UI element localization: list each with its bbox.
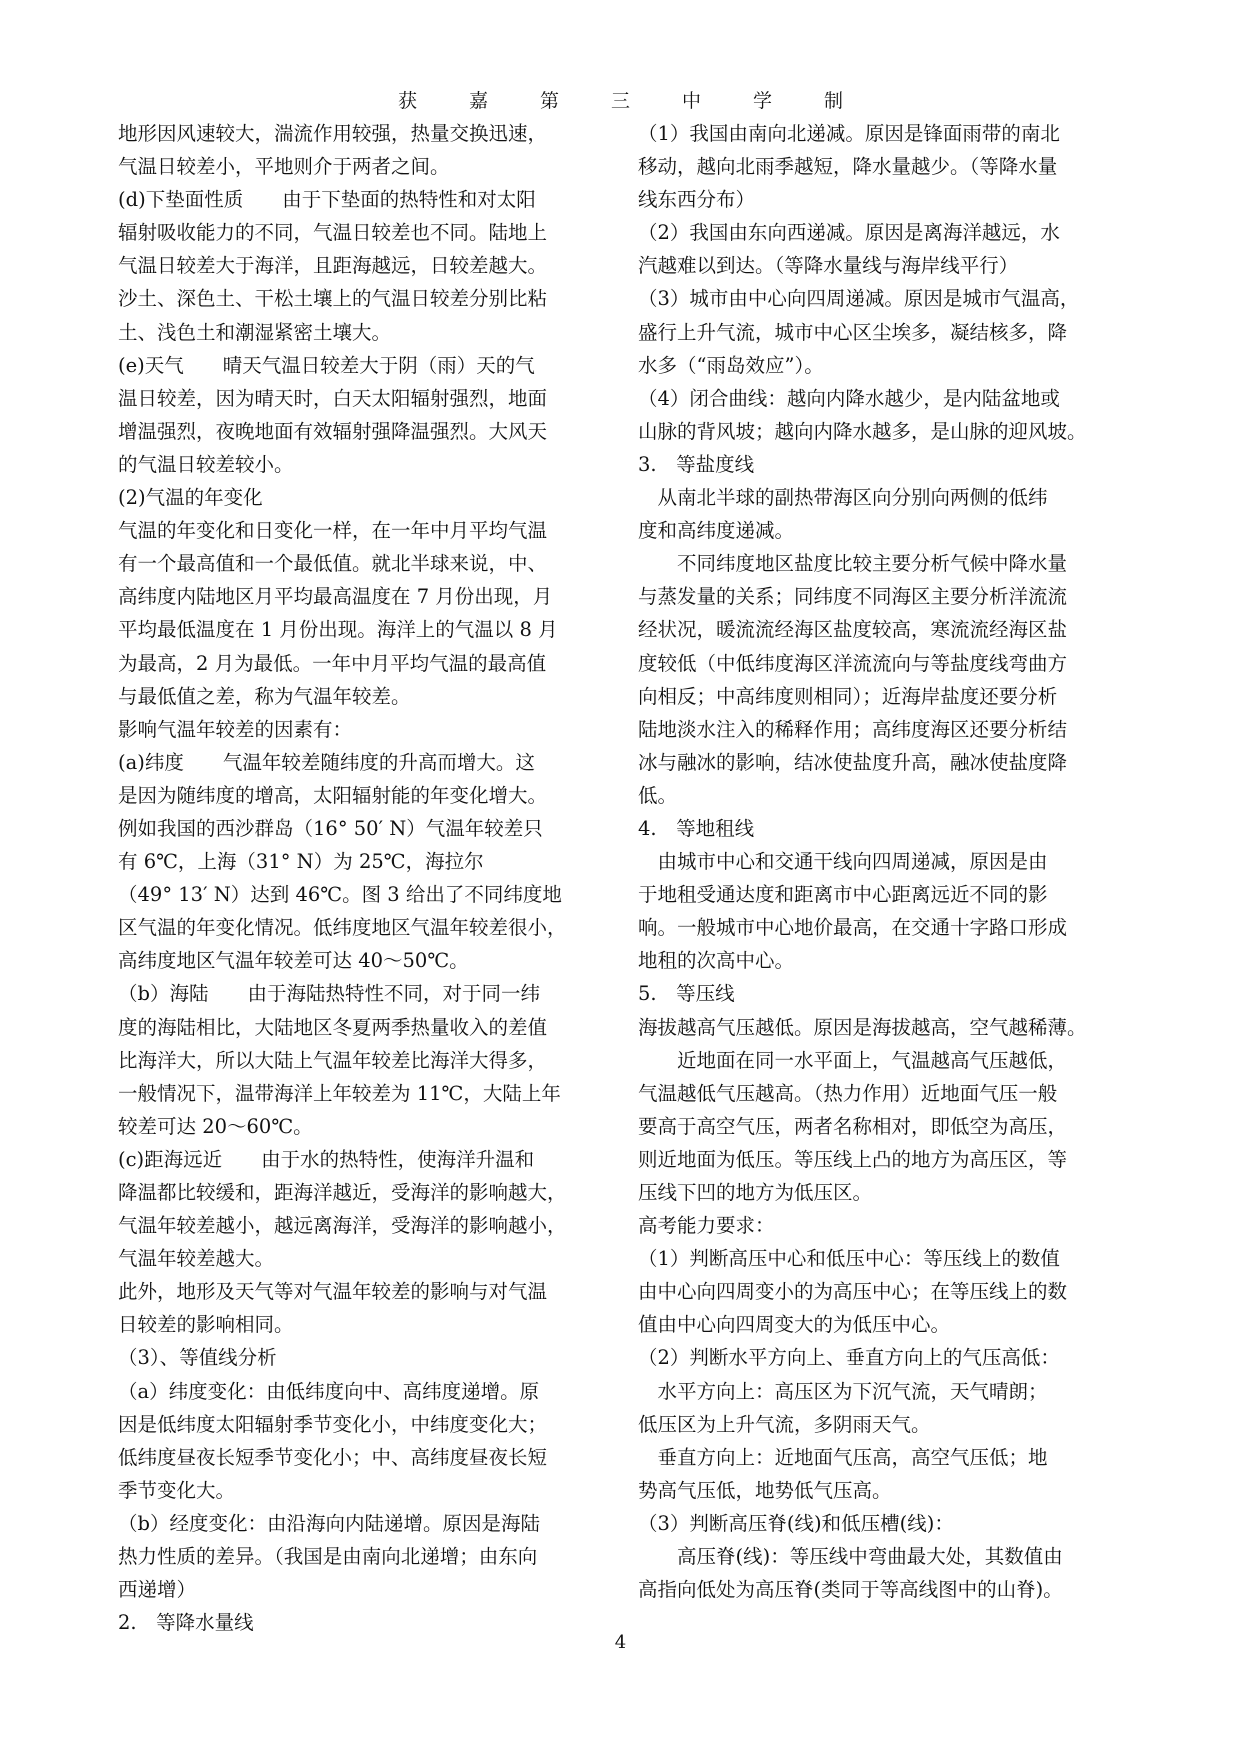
text-line: 移动，越向北雨季越短，降水量越少。（等降水量 <box>638 155 1058 179</box>
text-line: 日较差的影响相同。 <box>118 1313 294 1337</box>
text-line: 2. 等降水量线 <box>118 1611 254 1635</box>
text-line: 高指向低处为高压脊(类同于等高线图中的山脊)。 <box>638 1578 1063 1602</box>
text-line: 地租的次高中心。 <box>638 949 795 973</box>
text-line: 压线下凹的地方为低压区。 <box>638 1181 873 1204</box>
text-line: 盛行上升气流，城市中心区尘埃多，凝结核多，降 <box>638 320 1068 344</box>
text-line: 一般情况下，温带海洋上年较差为 11℃，大陆上年 <box>118 1081 561 1105</box>
text-line: 经状况，暖流流经海区盐度较高，寒流流经海区盐 <box>638 618 1068 642</box>
text-line: 的气温日较差较小。 <box>118 452 294 476</box>
text-line: (d)下垫面性质 由于下垫面的热特性和对太阳 <box>118 188 536 212</box>
text-line: 辐射吸收能力的不同，气温日较差也不同。陆地上 <box>118 221 548 245</box>
text-line: 气温日较差大于海洋，且距海越远，日较差越大。 <box>118 254 548 278</box>
text-line: 向相反；中高纬度则相同）；近海岸盐度还要分析 <box>638 684 1058 708</box>
text-line: 高纬度内陆地区月平均最高温度在 7 月份出现，月 <box>118 585 553 609</box>
text-line: 水多（“雨岛效应”）。 <box>638 353 824 377</box>
text-line: 线东西分布） <box>638 188 756 212</box>
text-line: 气温年较差越小，越远离海洋，受海洋的影响越小， <box>118 1214 567 1238</box>
page-header: 获嘉第三中学制 <box>397 90 895 112</box>
text-line: 度和高纬度递减。 <box>638 519 795 543</box>
text-line: 比海洋大，所以大陆上气温年较差比海洋大得多， <box>118 1048 548 1072</box>
text-line: （3）、等值线分析 <box>118 1346 277 1370</box>
text-line: 气温越低气压越高。（热力作用）近地面气压一般 <box>638 1081 1058 1105</box>
text-line: 高考能力要求： <box>638 1214 775 1238</box>
text-line: 汽越难以到达。（等降水量线与海岸线平行） <box>638 254 1019 278</box>
text-line: 平均最低温度在 1 月份出现。海洋上的气温以 8 月 <box>118 618 558 642</box>
text-line: 陆地淡水注入的稀释作用；高纬度海区还要分析结 <box>638 717 1068 741</box>
text-line: 度较低（中低纬度海区洋流流向与等盐度线弯曲方 <box>638 651 1068 675</box>
text-line: 季节变化大。 <box>118 1478 236 1502</box>
text-line: 则近地面为低压。等压线上凸的地方为高压区，等 <box>638 1147 1068 1171</box>
text-line: （4）闭合曲线：越向内降水越少，是内陆盆地或 <box>638 386 1060 410</box>
text-line: 度的海陆相比，大陆地区冬夏两季热量收入的差值 <box>118 1015 548 1039</box>
text-line: （3）判断高压脊(线)和低压槽(线)： <box>638 1511 954 1535</box>
text-line: 近地面在同一水平面上，气温越高气压越低， <box>638 1048 1068 1072</box>
text-line: 较差可达 20～60℃。 <box>118 1114 313 1138</box>
text-line: 此外，地形及天气等对气温年较差的影响与对气温 <box>118 1280 548 1304</box>
text-line: 有一个最高值和一个最低值。就北半球来说，中、 <box>118 552 548 576</box>
text-line: 要高于高空气压，两者名称相对，即低空为高压， <box>638 1114 1068 1138</box>
text-line: （2）判断水平方向上、垂直方向上的气压高低： <box>638 1346 1060 1370</box>
text-line: 是因为随纬度的增高，太阳辐射能的年变化增大。 <box>118 783 548 807</box>
text-line: （a）纬度变化：由低纬度向中、高纬度递增。原 <box>118 1379 540 1403</box>
text-line: 热力性质的差异。（我国是由南向北递增；由东向 <box>118 1545 538 1569</box>
text-line: 温日较差，因为晴天时，白天太阳辐射强烈，地面 <box>118 386 548 410</box>
text-line: 区气温的年变化情况。低纬度地区气温年较差很小， <box>118 916 567 940</box>
text-line: 有 6℃，上海（31° N）为 25℃，海拉尔 <box>118 850 484 874</box>
text-line: 降温都比较缓和，距海洋越近，受海洋的影响越大， <box>118 1181 567 1204</box>
text-line: 由中心向四周变小的为高压中心；在等压线上的数 <box>638 1280 1068 1304</box>
text-line: (2)气温的年变化 <box>118 486 263 510</box>
text-line: （1）判断高压中心和低压中心：等压线上的数值 <box>638 1247 1060 1271</box>
text-line: 低压区为上升气流，多阴雨天气。 <box>638 1412 931 1436</box>
text-line: 山脉的背风坡；越向内降水越多，是山脉的迎风坡。 <box>638 419 1087 443</box>
text-line: 气温的年变化和日变化一样，在一年中月平均气温 <box>118 519 548 543</box>
text-line: 与蒸发量的关系；同纬度不同海区主要分析洋流流 <box>638 585 1068 609</box>
text-line: 高纬度地区气温年较差可达 40～50℃。 <box>118 949 469 973</box>
right-text-column <box>638 117 1134 1606</box>
text-line: 5. 等压线 <box>638 982 735 1006</box>
text-line: 于地租受通达度和距离市中心距离远近不同的影 <box>638 883 1048 907</box>
page-number: 4 <box>614 1632 627 1653</box>
text-line: 海拔越高气压越低。原因是海拔越高，空气越稀薄。 <box>638 1015 1087 1039</box>
text-line: 增温强烈，夜晚地面有效辐射强降温强烈。大风天 <box>118 419 548 443</box>
text-line: 沙土、深色土、干松土壤上的气温日较差分别比粘 <box>118 287 548 311</box>
text-line: 水平方向上：高压区为下沉气流，天气晴朗； <box>638 1379 1048 1403</box>
text-line: （b）经度变化：由沿海向内陆递增。原因是海陆 <box>118 1511 540 1535</box>
text-line: (e)天气 晴天气温日较差大于阴（雨）天的气 <box>118 353 535 377</box>
text-line: 低纬度昼夜长短季节变化小；中、高纬度昼夜长短 <box>118 1445 548 1469</box>
text-line: 冰与融冰的影响，结冰使盐度升高，融冰使盐度降 <box>638 750 1068 774</box>
text-line: (a)纬度 气温年较差随纬度的升高而增大。这 <box>118 750 535 774</box>
text-line: 影响气温年较差的因素有： <box>118 717 353 741</box>
text-line: 3. 等盐度线 <box>638 452 755 476</box>
text-line: 为最高，2 月为最低。一年中月平均气温的最高值 <box>118 651 547 675</box>
text-line: 4. 等地租线 <box>638 816 755 840</box>
text-line: 气温年较差越大。 <box>118 1247 275 1271</box>
text-line: （3）城市由中心向四周递减。原因是城市气温高， <box>638 287 1080 311</box>
text-line: 值由中心向四周变大的为低压中心。 <box>638 1313 951 1337</box>
text-line: （b）海陆 由于海陆热特性不同，对于同一纬 <box>118 982 540 1006</box>
text-line: 低。 <box>638 783 678 807</box>
text-line: 高压脊(线)：等压线中弯曲最大处，其数值由 <box>638 1545 1063 1569</box>
text-line: 由城市中心和交通干线向四周递减，原因是由 <box>638 850 1048 874</box>
text-line: 气温日较差小，平地则介于两者之间。 <box>118 155 450 179</box>
text-line: 西递增） <box>118 1578 197 1602</box>
text-line: 与最低值之差，称为气温年较差。 <box>118 684 411 708</box>
text-line: （2）我国由东向西递减。原因是离海洋越远，水 <box>638 221 1060 245</box>
text-line: 响。一般城市中心地价最高，在交通十字路口形成 <box>638 916 1068 940</box>
text-line: 地形因风速较大，湍流作用较强，热量交换迅速， <box>118 122 548 145</box>
text-line: (c)距海远近 由于水的热特性，使海洋升温和 <box>118 1147 535 1171</box>
text-line: 垂直方向上：近地面气压高，高空气压低；地 <box>638 1445 1048 1469</box>
text-line: 势高气压低，地势低气压高。 <box>638 1478 892 1502</box>
text-line: （49° 13′ N）达到 46℃。图 3 给出了不同纬度地 <box>118 883 562 907</box>
text-line: 不同纬度地区盐度比较主要分析气候中降水量 <box>638 552 1068 576</box>
text-line: 土、浅色土和潮湿紧密土壤大。 <box>118 320 392 344</box>
text-line: 从南北半球的副热带海区向分别向两侧的低纬 <box>638 486 1048 510</box>
left-text-column <box>118 117 620 1639</box>
text-line: （1）我国由南向北递减。原因是锋面雨带的南北 <box>638 122 1060 145</box>
text-line: 因是低纬度太阳辐射季节变化小，中纬度变化大； <box>118 1412 548 1436</box>
text-line: 例如我国的西沙群岛（16° 50′ N）气温年较差只 <box>118 816 543 840</box>
